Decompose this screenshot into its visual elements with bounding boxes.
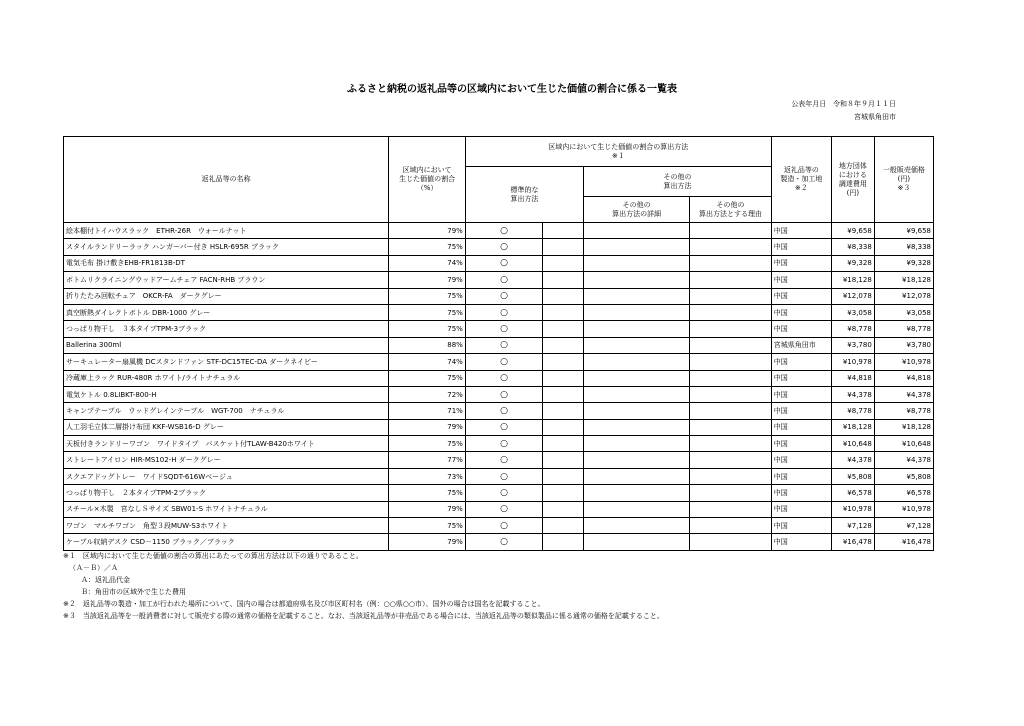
other-method-detail-cell	[584, 223, 690, 239]
header-retail-price	[874, 137, 933, 223]
header-origin-line2: 製造・加工地	[780, 175, 823, 183]
standard-method-blank-cell	[543, 223, 584, 239]
header-cost-line4: (円)	[846, 188, 860, 197]
other-method-detail-cell	[584, 501, 690, 517]
standard-method-blank-cell	[543, 354, 584, 370]
procurement-cost-cell: ¥8,338	[831, 239, 874, 255]
retail-price-cell: ¥9,658	[874, 223, 933, 239]
item-name-cell: 絵本棚付トイハウスラック ETHR-26R ウォールナット	[64, 223, 389, 239]
other-method-reason-cell	[690, 272, 772, 288]
footnote-3: ※３ 当該返礼品等を一般消費者に対して販売する際の通常の価格を記載すること。なお、当該返礼品等が非売品である場合には、当該返礼品等の類似製品に係る通常の価格を記載すること。	[63, 612, 664, 620]
table-row	[64, 501, 934, 517]
value-ratio-cell: 79%	[389, 223, 465, 239]
standard-method-blank-cell	[543, 419, 584, 435]
header-other-line1: その他の	[663, 172, 692, 181]
procurement-cost-cell: ¥4,378	[831, 452, 874, 468]
origin-cell: 中国	[771, 239, 831, 255]
standard-method-mark: ○	[465, 239, 543, 255]
header-origin-line1: 返礼品等の	[783, 166, 819, 174]
other-method-reason-cell	[690, 354, 772, 370]
retail-price-cell: ¥3,780	[874, 337, 933, 353]
value-ratio-cell: 88%	[389, 337, 465, 353]
table-row	[64, 223, 934, 239]
standard-method-mark: ○	[465, 501, 543, 517]
header-other-reason-line1: その他の	[716, 200, 745, 209]
header-cost-line3: 調達費用	[838, 179, 867, 188]
origin-cell: 中国	[771, 468, 831, 484]
origin-cell: 中国	[771, 370, 831, 386]
other-method-detail-cell	[584, 386, 690, 402]
other-method-reason-cell	[690, 239, 772, 255]
standard-method-mark: ○	[465, 468, 543, 484]
standard-method-mark: ○	[465, 255, 543, 271]
standard-method-blank-cell	[543, 304, 584, 320]
retail-price-cell: ¥10,978	[874, 354, 933, 370]
header-retail-line1: 一般販売価格	[882, 166, 925, 174]
footnote-formula: （Ａ－Ｂ）／Ａ	[69, 564, 118, 572]
value-ratio-cell: 75%	[389, 518, 465, 534]
table-row	[64, 485, 934, 501]
header-retail-line3: ※３	[897, 184, 911, 192]
header-ratio-line2: 生じた価値の割合	[399, 175, 456, 183]
other-method-detail-cell	[584, 436, 690, 452]
retail-price-cell: ¥8,778	[874, 403, 933, 419]
footnotes	[63, 550, 664, 622]
procurement-cost-cell: ¥10,978	[831, 354, 874, 370]
value-ratio-cell: 71%	[389, 403, 465, 419]
header-other-reason-line2: 算出方法とする理由	[698, 209, 762, 218]
other-method-reason-cell	[690, 419, 772, 435]
header-retail-line2: (円)	[897, 175, 911, 183]
origin-cell: 中国	[771, 419, 831, 435]
other-method-detail-cell	[584, 403, 690, 419]
other-method-reason-cell	[690, 386, 772, 402]
header-other-line2: 算出方法	[663, 181, 692, 190]
standard-method-mark: ○	[465, 288, 543, 304]
other-method-detail-cell	[584, 354, 690, 370]
value-ratio-cell: 79%	[389, 419, 465, 435]
origin-cell: 中国	[771, 288, 831, 304]
standard-method-blank-cell	[543, 337, 584, 353]
other-method-reason-cell	[690, 304, 772, 320]
header-ratio-line3: （%）	[416, 184, 438, 192]
value-ratio-cell: 75%	[389, 370, 465, 386]
other-method-detail-cell	[584, 239, 690, 255]
retail-price-cell: ¥10,978	[874, 501, 933, 517]
other-method-reason-cell	[690, 321, 772, 337]
published-label: 公表年月日	[791, 100, 827, 108]
table-row	[64, 288, 934, 304]
other-method-detail-cell	[584, 288, 690, 304]
standard-method-mark: ○	[465, 452, 543, 468]
value-ratio-cell: 75%	[389, 436, 465, 452]
table-row	[64, 403, 934, 419]
retail-price-cell: ¥12,078	[874, 288, 933, 304]
other-method-detail-cell	[584, 468, 690, 484]
item-name-cell: ボトムリクライニングウッドアームチェア FACN-RHB ブラウン	[64, 272, 389, 288]
procurement-cost-cell: ¥16,478	[831, 534, 874, 550]
standard-method-blank-cell	[543, 534, 584, 550]
other-method-detail-cell	[584, 337, 690, 353]
standard-method-mark: ○	[465, 370, 543, 386]
origin-cell: 中国	[771, 485, 831, 501]
other-method-detail-cell	[584, 321, 690, 337]
item-name-cell: ストレートアイロン HIR-MS102-H ダークグレー	[64, 452, 389, 468]
standard-method-mark: ○	[465, 337, 543, 353]
other-method-detail-cell	[584, 485, 690, 501]
standard-method-blank-cell	[543, 518, 584, 534]
standard-method-mark: ○	[465, 304, 543, 320]
header-other-detail-line2: 算出方法の詳細	[612, 209, 662, 218]
standard-method-blank-cell	[543, 386, 584, 402]
published-date-line	[791, 99, 896, 109]
table-row	[64, 468, 934, 484]
table-row	[64, 255, 934, 271]
retail-price-cell: ¥5,808	[874, 468, 933, 484]
other-method-detail-cell	[584, 419, 690, 435]
retail-price-cell: ¥16,478	[874, 534, 933, 550]
procurement-cost-cell: ¥3,780	[831, 337, 874, 353]
other-method-detail-cell	[584, 370, 690, 386]
table-row	[64, 354, 934, 370]
standard-method-blank-cell	[543, 403, 584, 419]
item-name-cell: 電気ケトル 0.8LIBKT-800-H	[64, 386, 389, 402]
header-calc-method	[465, 137, 771, 167]
value-ratio-cell: 74%	[389, 255, 465, 271]
origin-cell: 中国	[771, 272, 831, 288]
other-method-reason-cell	[690, 468, 772, 484]
standard-method-blank-cell	[543, 370, 584, 386]
origin-cell: 中国	[771, 304, 831, 320]
retail-price-cell: ¥3,058	[874, 304, 933, 320]
other-method-detail-cell	[584, 272, 690, 288]
standard-method-mark: ○	[465, 223, 543, 239]
footnote-1: ※１ 区域内において生じた価値の割合の算出にあたっての算出方法は以下の通りであること。	[63, 552, 363, 560]
table-row	[64, 386, 934, 402]
other-method-reason-cell	[690, 255, 772, 271]
value-ratio-cell: 75%	[389, 321, 465, 337]
item-name-cell: 折りたたみ回転チェア OKCR-FA ダークグレー	[64, 288, 389, 304]
table-row	[64, 452, 934, 468]
procurement-cost-cell: ¥10,978	[831, 501, 874, 517]
item-name-cell: つっぱり物干し ３本タイプTPM-3ブラック	[64, 321, 389, 337]
standard-method-mark: ○	[465, 354, 543, 370]
footnote-2: ※２ 返礼品等の製造・加工が行われた場所について、国内の場合は都道府県名及び市区町村名（例：○○県○○市）、国外の場合は国名を記載すること。	[63, 600, 545, 608]
procurement-cost-cell: ¥7,128	[831, 518, 874, 534]
origin-cell: 中国	[771, 518, 831, 534]
table-body	[64, 223, 934, 551]
other-method-reason-cell	[690, 501, 772, 517]
item-name-cell: 真空断熱ダイレクトボトル DBR-1000 グレー	[64, 304, 389, 320]
standard-method-mark: ○	[465, 419, 543, 435]
item-name-cell: Ballerina 300ml	[64, 337, 389, 353]
procurement-cost-cell: ¥18,128	[831, 272, 874, 288]
procurement-cost-cell: ¥3,058	[831, 304, 874, 320]
procurement-cost-cell: ¥10,648	[831, 436, 874, 452]
procurement-cost-cell: ¥9,328	[831, 255, 874, 271]
header-other-detail	[584, 197, 690, 223]
standard-method-blank-cell	[543, 452, 584, 468]
standard-method-blank-cell	[543, 468, 584, 484]
item-name-cell: 電気毛布 掛け敷きEHB-FR1813B-DT	[64, 255, 389, 271]
item-name-cell: ケーブル収納デスク CSD－1150 ブラック／ブラック	[64, 534, 389, 550]
origin-cell: 中国	[771, 403, 831, 419]
value-ratio-cell: 79%	[389, 272, 465, 288]
header-cost-line2: における	[838, 170, 867, 179]
standard-method-mark: ○	[465, 386, 543, 402]
header-ratio	[389, 137, 465, 223]
header-standard-method	[465, 167, 583, 223]
table-row	[64, 337, 934, 353]
item-name-cell: 天板付きランドリーワゴン ワイドタイプ バスケット付TLAW-B420ホワイト	[64, 436, 389, 452]
other-method-detail-cell	[584, 304, 690, 320]
other-method-reason-cell	[690, 337, 772, 353]
retail-price-cell: ¥8,338	[874, 239, 933, 255]
procurement-cost-cell: ¥18,128	[831, 419, 874, 435]
standard-method-blank-cell	[543, 321, 584, 337]
document-title: ふるさと納税の返礼品等の区域内において生じた価値の割合に係る一覧表	[347, 84, 677, 95]
header-cost-line1: 地方団体	[838, 161, 867, 170]
standard-method-blank-cell	[543, 501, 584, 517]
standard-method-mark: ○	[465, 534, 543, 550]
standard-method-blank-cell	[543, 255, 584, 271]
origin-cell: 中国	[771, 436, 831, 452]
item-name-cell: キャンプテーブル ウッドグレインテーブル WGT-700 ナチュラル	[64, 403, 389, 419]
value-ratio-cell: 73%	[389, 468, 465, 484]
procurement-cost-cell: ¥9,658	[831, 223, 874, 239]
origin-cell: 中国	[771, 321, 831, 337]
retail-price-cell: ¥6,578	[874, 485, 933, 501]
footnote-definition-b: Ｂ：角田市の区域外で生じた費用	[81, 588, 186, 596]
other-method-detail-cell	[584, 255, 690, 271]
header-procurement-cost	[831, 137, 874, 223]
header-origin-line3: ※２	[794, 184, 808, 192]
value-ratio-cell: 79%	[389, 501, 465, 517]
standard-method-mark: ○	[465, 272, 543, 288]
table-row	[64, 436, 934, 452]
item-name-cell: 人工羽毛立体二層掛け布団 KKF-WSB16-D グレー	[64, 419, 389, 435]
procurement-cost-cell: ¥8,778	[831, 321, 874, 337]
table-row	[64, 321, 934, 337]
header-ratio-line1: 区域内において	[402, 166, 452, 174]
value-ratio-cell: 75%	[389, 485, 465, 501]
published-date: 令和８年９月１１日	[833, 100, 896, 108]
value-ratio-cell: 75%	[389, 239, 465, 255]
retail-price-cell: ¥9,328	[874, 255, 933, 271]
municipality-name: 宮城県角田市	[854, 113, 896, 121]
other-method-reason-cell	[690, 436, 772, 452]
retail-price-cell: ¥4,378	[874, 452, 933, 468]
other-method-reason-cell	[690, 370, 772, 386]
table-row	[64, 534, 934, 550]
header-calc-method-line1: 区域内において生じた価値の割合の算出方法	[548, 142, 689, 151]
header-other-detail-line1: その他の	[622, 200, 651, 209]
other-method-reason-cell	[690, 288, 772, 304]
value-ratio-cell: 74%	[389, 354, 465, 370]
header-item-name: 返礼品等の名称	[64, 137, 389, 223]
header-calc-method-line2: ※１	[611, 151, 625, 160]
table-row	[64, 304, 934, 320]
standard-method-blank-cell	[543, 485, 584, 501]
procurement-cost-cell: ¥12,078	[831, 288, 874, 304]
procurement-cost-cell: ¥4,818	[831, 370, 874, 386]
header-other-reason	[690, 197, 772, 223]
origin-cell: 中国	[771, 386, 831, 402]
origin-cell: 宮城県角田市	[771, 337, 831, 353]
origin-cell: 中国	[771, 534, 831, 550]
table-row	[64, 518, 934, 534]
standard-method-blank-cell	[543, 239, 584, 255]
return-gift-table	[63, 136, 934, 551]
other-method-reason-cell	[690, 452, 772, 468]
other-method-detail-cell	[584, 534, 690, 550]
item-name-cell: 冷蔵庫上ラック RUR-480R ホワイト/ライトナチュラル	[64, 370, 389, 386]
header-standard-line1: 標準的な	[510, 185, 539, 194]
retail-price-cell: ¥18,128	[874, 272, 933, 288]
standard-method-mark: ○	[465, 436, 543, 452]
item-name-cell: スタイルランドリーラック ハンガーバー付き HSLR-695R ブラック	[64, 239, 389, 255]
other-method-reason-cell	[690, 223, 772, 239]
other-method-reason-cell	[690, 534, 772, 550]
value-ratio-cell: 77%	[389, 452, 465, 468]
origin-cell: 中国	[771, 501, 831, 517]
standard-method-mark: ○	[465, 485, 543, 501]
origin-cell: 中国	[771, 452, 831, 468]
retail-price-cell: ¥10,648	[874, 436, 933, 452]
origin-cell: 中国	[771, 255, 831, 271]
table-row	[64, 239, 934, 255]
value-ratio-cell: 72%	[389, 386, 465, 402]
item-name-cell: サーキュレーター扇風機 DCスタンドファン STF-DC15TEC-DA ダークネイビー	[64, 354, 389, 370]
standard-method-blank-cell	[543, 272, 584, 288]
value-ratio-cell: 75%	[389, 288, 465, 304]
standard-method-mark: ○	[465, 403, 543, 419]
retail-price-cell: ¥4,818	[874, 370, 933, 386]
header-origin	[771, 137, 831, 223]
other-method-reason-cell	[690, 518, 772, 534]
standard-method-mark: ○	[465, 321, 543, 337]
procurement-cost-cell: ¥4,378	[831, 386, 874, 402]
other-method-detail-cell	[584, 452, 690, 468]
standard-method-mark: ○	[465, 518, 543, 534]
retail-price-cell: ¥18,128	[874, 419, 933, 435]
retail-price-cell: ¥8,778	[874, 321, 933, 337]
item-name-cell: つっぱり物干し ２本タイプTPM-2ブラック	[64, 485, 389, 501]
other-method-reason-cell	[690, 485, 772, 501]
item-name-cell: ワゴン マルチワゴン 角型３段MUW-S3ホワイト	[64, 518, 389, 534]
value-ratio-cell: 79%	[389, 534, 465, 550]
table-row	[64, 370, 934, 386]
header-standard-line2: 算出方法	[510, 194, 539, 203]
item-name-cell: スクエアドッグトレー ワイドSQDT-616Wベージュ	[64, 468, 389, 484]
standard-method-blank-cell	[543, 436, 584, 452]
standard-method-blank-cell	[543, 288, 584, 304]
other-method-detail-cell	[584, 518, 690, 534]
retail-price-cell: ¥4,378	[874, 386, 933, 402]
procurement-cost-cell: ¥5,808	[831, 468, 874, 484]
origin-cell: 中国	[771, 223, 831, 239]
origin-cell: 中国	[771, 354, 831, 370]
item-name-cell: スチール×木製 宮なしＳサイズ SBW01-S ホワイトナチュラル	[64, 501, 389, 517]
other-method-reason-cell	[690, 403, 772, 419]
procurement-cost-cell: ¥8,778	[831, 403, 874, 419]
table-row	[64, 272, 934, 288]
procurement-cost-cell: ¥6,578	[831, 485, 874, 501]
footnote-definition-a: Ａ：返礼品代金	[81, 576, 130, 584]
value-ratio-cell: 75%	[389, 304, 465, 320]
table-row	[64, 419, 934, 435]
header-other-method	[584, 167, 772, 197]
retail-price-cell: ¥7,128	[874, 518, 933, 534]
